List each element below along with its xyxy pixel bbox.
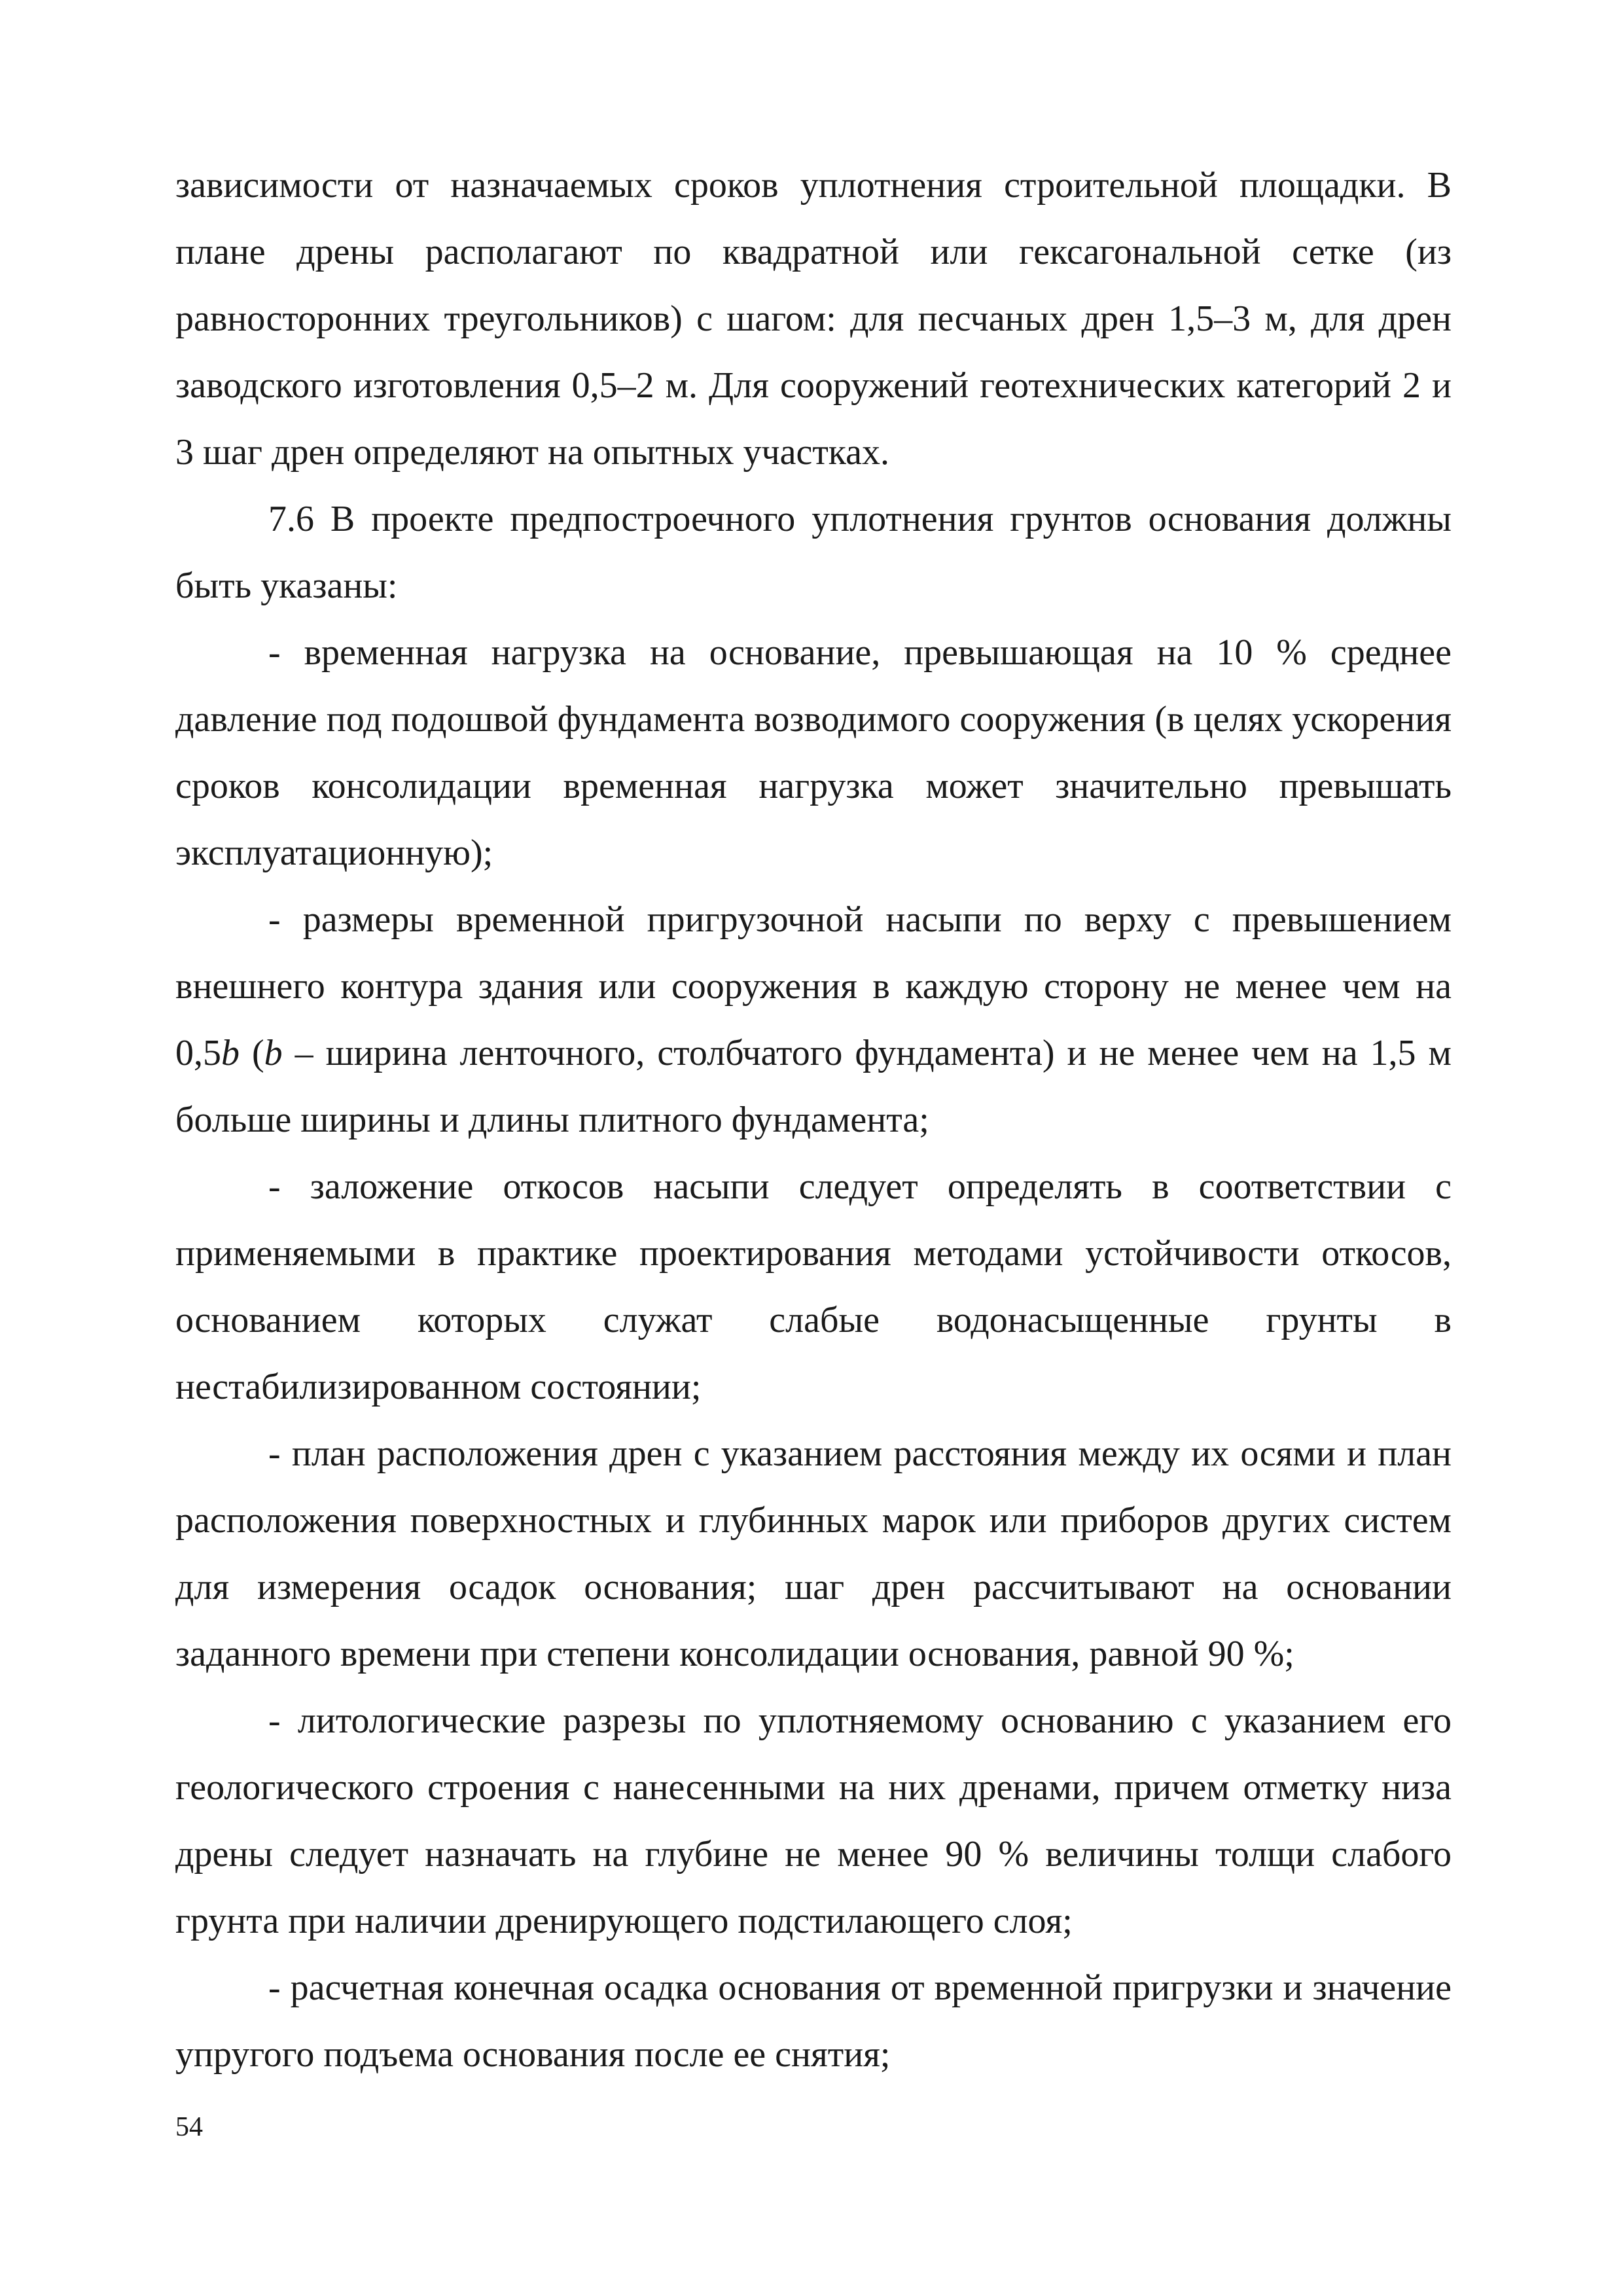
paragraph-drain-layout: зависимости от назначаемых сроков уплотнения строительной площадки. В плане дрены располагают по квадратной или гексагональной сетке (из равносторонних треугольников) с шагом: для песчаных дрен 1,5–3 м, для дрен заводского изготовления 0,5–2 м. Для сооружений геотехнических категорий 2 и 3 шаг дрен определяют на опытных участках. <box>175 165 1452 473</box>
embankment-text-part3: – ширина ленточного, столбчатого фундамента) и не менее чем на 1,5 м больше ширины и длины плитного фундамента; <box>175 1033 1452 1140</box>
document-page <box>175 152 1452 2088</box>
embankment-text-part2: ( <box>240 1033 264 1073</box>
paragraph-7-6-heading: 7.6 В проекте предпостроечного уплотнения грунтов основания должны быть указаны: <box>175 499 1452 606</box>
list-item-slope-layout: - заложение откосов насыпи следует определять в соответствии с применяемыми в практике проектирования методами устойчивости откосов, основанием которых служат слабые водонасыщенные грунты в нестабилизированном состоянии; <box>175 1166 1452 1407</box>
variable-b: b <box>264 1033 283 1073</box>
list-item-temporary-load: - временная нагрузка на основание, превышающая на 10 % среднее давление под подошвой фундамента возводимого сооружения (в целях ускорения сроков консолидации временная нагрузка может значительно превышать эксплуатационную); <box>175 632 1452 873</box>
embankment-text-part1: - размеры временной пригрузочной насыпи по верху с превышением внешнего контура здания или сооружения в каждую сторону не менее чем на 0,5 <box>175 899 1452 1073</box>
list-item-drain-plan: - план расположения дрен с указанием расстояния между их осями и план расположения поверхностных и глубинных марок или приборов других систем для измерения осадок основания; шаг дрен рассчитывают на основании заданного времени при степени консолидации основания, равной 90 %; <box>175 1433 1452 1674</box>
list-item-lithological-sections: - литологические разрезы по уплотняемому основанию с указанием его геологического строения с нанесенными на них дренами, причем отметку низа дрены следует назначать на глубине не менее 90 % величины толщи слабого грунта при наличии дренирующего подстилающего слоя; <box>175 1700 1452 1941</box>
variable-b: b <box>221 1033 240 1073</box>
list-item-settlement: - расчетная конечная осадка основания от временной пригрузки и значение упругого подъема основания после ее снятия; <box>175 1967 1452 2075</box>
list-item-embankment-dimensions <box>175 886 1452 1153</box>
page-number: 54 <box>175 2112 203 2142</box>
